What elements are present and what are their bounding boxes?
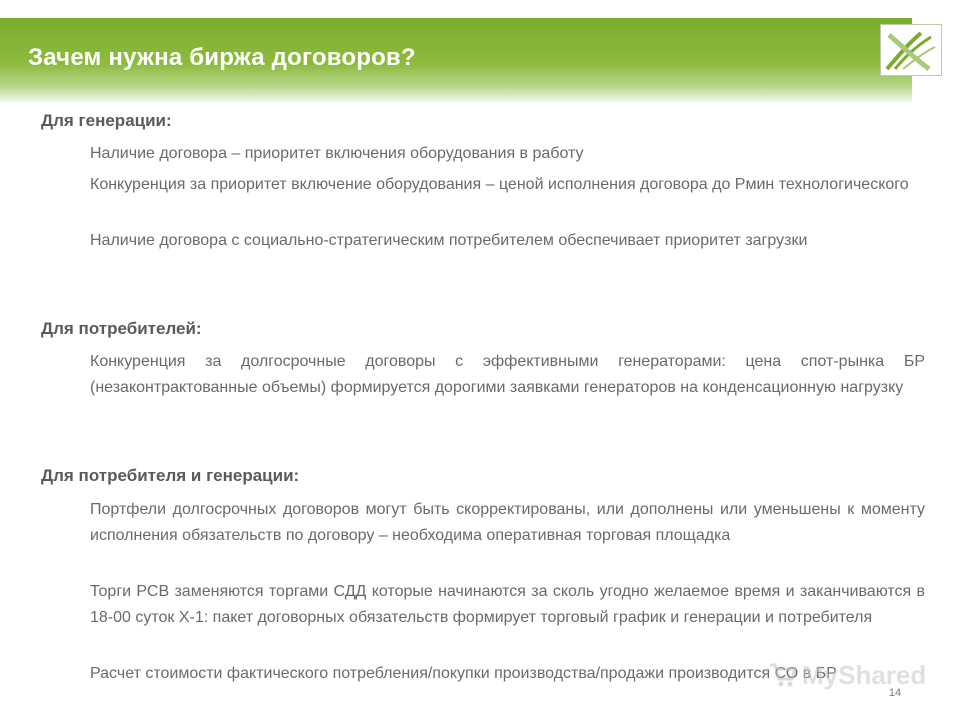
section-heading-consumer-and-generation: Для потребителя и генерации: (41, 466, 300, 485)
bullet-item: Конкуренция за приоритет включение оборудования – ценой исполнения договора до Рмин технологического (90, 176, 909, 193)
slide-title: Зачем нужна биржа договоров? (28, 44, 416, 71)
section-heading-consumers: Для потребителей: (41, 319, 202, 338)
page-number: 14 (888, 687, 902, 699)
bullet-item: Конкуренция за долгосрочные договоры с эффективными генераторами: цена спот-рынка БР (незаконтрактованные объемы) формируется дорогими заявками генераторов на конденсационную нагрузку (90, 353, 925, 396)
bullet-item: Наличие договора с социально-стратегическим потребителем обеспечивает приоритет загрузки (90, 232, 808, 249)
bullet-item: Наличие договора – приоритет включения оборудования в работу (90, 145, 584, 162)
watermark-text: MyShared (802, 659, 927, 690)
section-heading-generation: Для генерации: (41, 111, 172, 130)
bullet-item: Торги РСВ заменяются торгами СДД которые начинаются за сколь угодно желаемое время и заканчиваются в 18-00 суток Х-1: пакет договорных обязательств формирует торговый график и генерации и потребителя (90, 583, 925, 626)
bullet-item: Расчет стоимости фактического потребления/покупки производства/продажи производится СО в БР (90, 665, 837, 682)
cart-icon (768, 661, 798, 689)
bullet-item: Портфели долгосрочных договоров могут быть скорректированы, или дополнены или уменьшены к моменту исполнения обязательств по договору – необходима оперативная торговая площадка (90, 501, 925, 544)
